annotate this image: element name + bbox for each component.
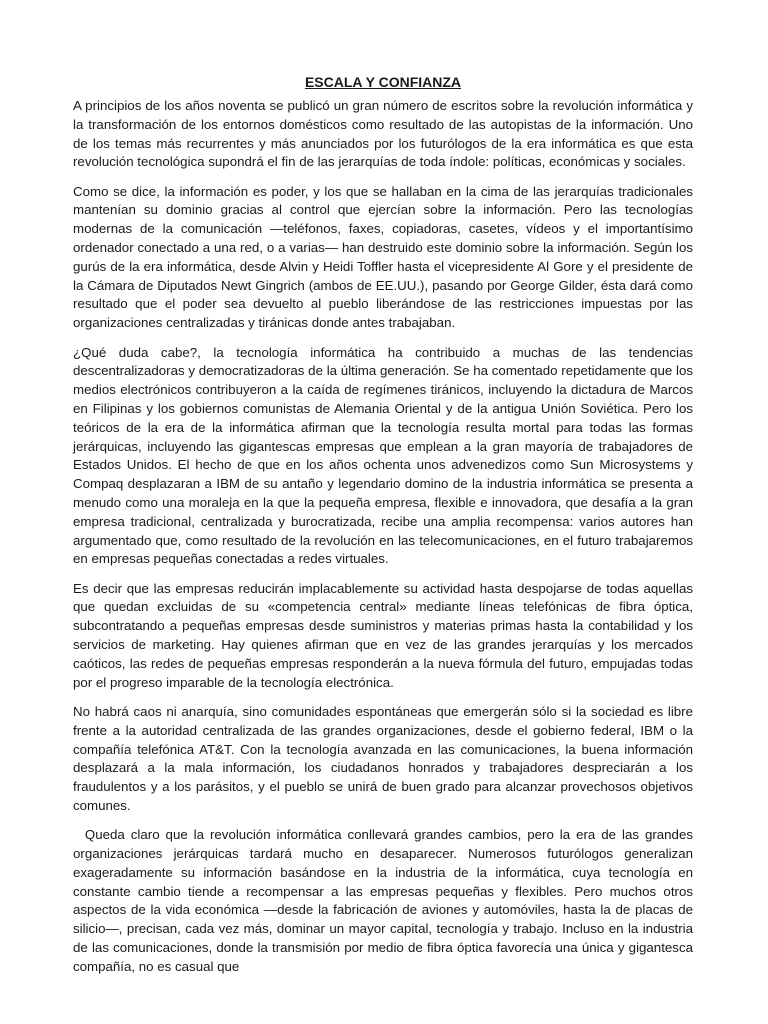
paragraph-1: A principios de los años noventa se publicó un gran número de escritos sobre la revolución informática y la transformación de los entornos domésticos como resultado de las autopistas de la información. Uno de los temas más recurrentes y más anunciados por los futurólogos de la era informática es que esta revolución tecnológica supondrá el fin de las jerarquías de toda índole: políticas, económicas y sociales. (73, 98, 693, 170)
paragraph-6: Queda claro que la revolución informática conllevará grandes cambios, pero la era de las grandes organizaciones jerárquicas tardará mucho en desaparecer. Numerosos futurólogos generalizan exageradamente su información basándose en la industria de la informática, cuya tecnología en constante cambio tiende a recompensar a las empresas pequeñas y flexibles. Pero muchos otros aspectos de la vida económica —desde la fabricación de aviones y automóviles, hasta la de placas de silicio—, precisan, cada vez más, dominar un mayor capital, tecnología y trabajo. Incluso en la industria de las comunicaciones, donde la transmisión por medio de fibra óptica favorecía una única y gigantesca compañía, no es casual que (73, 827, 697, 974)
paragraph-3: ¿Qué duda cabe?, la tecnología informática ha contribuido a muchas de las tendencias descentralizadoras y democratizadoras de la última generación. Se ha comentado repetidamente que los medios electrónicos contribuyeron a la caída de regímenes tiránicos, incluyendo la dictadura de Marcos en Filipinas y los gobiernos comunistas de Alemania Oriental y de la antigua Unión Soviética. Pero los teóricos de la era de la informática afirman que la tecnología resulta mortal para todas las formas jerárquicas, incluyendo las gigantescas empresas que emplean a la gran mayoría de trabajadores de Estados Unidos. El hecho de que en los años ochenta unos advenedizos como Sun Microsystems y Compaq desplazaran a IBM de su antaño y legendario domino de la industria informática se presenta a menudo como una moraleja en la que la pequeña empresa, flexible e innovadora, que desafía a la gran empresa tradicional, centralizada y burocratizada, recibe una amplia recompensa: varios autores han argumentado que, como resultado de la revolución en las telecomunicaciones, en el futuro trabajaremos en empresas pequeñas conectadas a redes virtuales. (73, 344, 693, 567)
paragraph-2: Como se dice, la información es poder, y los que se hallaban en la cima de las jerarquías tradicionales mantenían su dominio gracias al control que ejercían sobre la información. Pero las tecnologías modernas de la comunicación —teléfonos, faxes, copiadoras, casetes, vídeos y el importantísimo ordenador conectado a una red, o a varias— han destruido este dominio sobre la información. Según los gurús de la era informática, desde Alvin y Heidi Toffler hasta el vicepresidente Al Gore y el presidente de la Cámara de Diputados Newt Gingrich (ambos de EE.UU.), pasando por George Gilder, ésta dará como resultado que el poder sea devuelto al pueblo liberándose de las restricciones impuestas por las organizaciones centralizadas y tiránicas donde antes trabajaban. (73, 183, 693, 331)
document-title: ESCALA Y CONFIANZA (304, 74, 462, 90)
paragraph-5: No habrá caos ni anarquía, sino comunidades espontáneas que emergerán sólo si la sociedad es libre frente a la autoridad centralizada de las grandes organizaciones, desde el gobierno federal, IBM o la compañía telefónica AT&T. Con la tecnología avanzada en las comunicaciones, la buena información desplazará a la mala información, los ciudadanos honrados y trabajadores despreciarán a los fraudulentos y a los parásitos, y el pueblo se unirá de buen grado para alcanzar provechosos objetivos comunes. (73, 703, 693, 813)
paragraph-4: Es decir que las empresas reducirán implacablemente su actividad hasta despojarse de todas aquellas que quedan excluidas de su «competencia central» mediante líneas telefónicas de fibra óptica, subcontratando a pequeñas empresas desde suministros y materias primas hasta la contabilidad y los servicios de marketing. Hay quienes afirman que en vez de las grandes jerarquías y los mercados caóticos, las redes de pequeñas empresas responderán a la nueva fórmula del futuro, empujadas todas por el progreso imparable de la tecnología electrónica. (73, 580, 693, 690)
document-page (73, 72, 697, 987)
